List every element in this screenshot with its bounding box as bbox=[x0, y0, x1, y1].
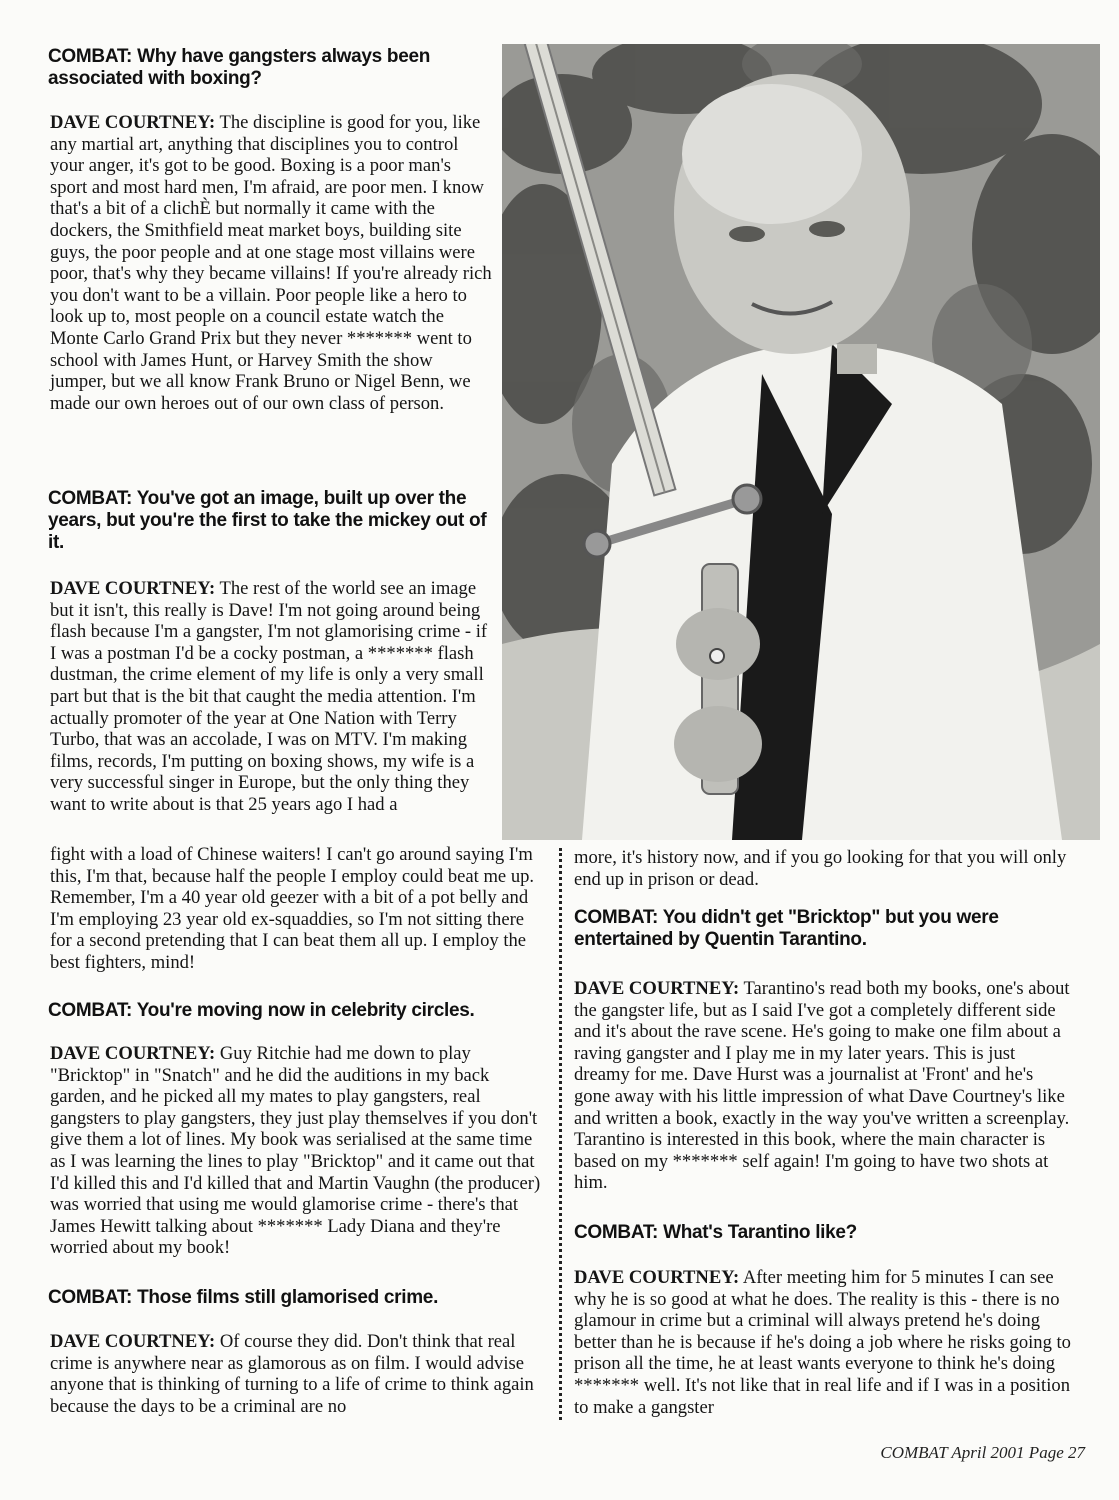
speaker-label: DAVE COURTNEY: bbox=[50, 1043, 216, 1064]
answer-4-continued: more, it's history now, and if you go looking for that you will only end up in prison or dead. bbox=[574, 847, 1067, 890]
answer-5: DAVE COURTNEY: Tarantino's read both my books, one's about the gangster life, but as I said I've got a completely different side and it's about the rave scene. He's going to make one film about a raving gangster and I play me in my later years. This is just dreamy for me. Dave Hurst was a journalist at 'Front' and he's gone away with his little impression of what Dave Courtney's like and written a book, exactly in the way you've written a screenplay. Tarantino is interested in this book, where the main character is based on my ******* self again! I'm going to have two shots at him. bbox=[574, 978, 1070, 1194]
answer-3: DAVE COURTNEY: Guy Ritchie had me down to play "Bricktop" in "Snatch" and he did the auditions in my back garden, and he picked all my mates to play gangsters, real gangsters to play gangsters, they just play themselves if you don't give them a lot of lines. My book was serialised at the same time as I was learning the lines to play "Bricktop" and it came out that I'd killed this and I'd killed that and Martin Vaughn (the producer) was worried that using me would glamorise crime - there's that James Hewitt talking about ******* Lady Diana and they're worried about my book! bbox=[50, 1043, 541, 1259]
speaker-label: DAVE COURTNEY: bbox=[574, 978, 740, 999]
question-2: COMBAT: You've got an image, built up over the years, but you're the first to take the mickey out of it. bbox=[48, 488, 487, 553]
question-4: COMBAT: Those films still glamorised crime. bbox=[48, 1287, 439, 1308]
question-5: COMBAT: You didn't get "Bricktop" but you were entertained by Quentin Tarantino. bbox=[574, 907, 999, 950]
portrait-photo bbox=[502, 44, 1100, 840]
speaker-label: DAVE COURTNEY: bbox=[50, 1331, 216, 1352]
page-footer: COMBAT April 2001 Page 27 bbox=[880, 1443, 1085, 1462]
answer-4: DAVE COURTNEY: Of course they did. Don't think that real crime is anywhere near as glamorous as on film. I would advise anyone that is thinking of turning to a life of crime to think again because the days to be a criminal are no bbox=[50, 1331, 534, 1417]
column-divider bbox=[559, 848, 562, 1420]
speaker-label: DAVE COURTNEY: bbox=[50, 578, 216, 599]
answer-1: DAVE COURTNEY: The discipline is good for you, like any martial art, anything that disciplines you to control your anger, it's got to be good. Boxing is a poor man's sport and most hard men, I'm afraid, are poor men. I know that's a bit of a clichÈ but normally it came with the dockers, the Smithfield meat market boys, building site guys, the poor people and at one stage most villains were poor, that's why they became villains! If you're already rich you don't want to be a villain. Poor people like a hero to look up to, most people on a council estate watch the Monte Carlo Grand Prix but they never ******* went to school with James Hunt, or Harvey Smith the show jumper, but we all know Frank Bruno or Nigel Benn, we made our own heroes out of our own class of person. bbox=[50, 112, 492, 414]
question-6: COMBAT: What's Tarantino like? bbox=[574, 1222, 857, 1243]
answer-6: DAVE COURTNEY: After meeting him for 5 minutes I can see why he is so good at what he does. The reality is this - there is no glamour in crime but a criminal will always pretend he's doing better than he is because if he's doing a job where he risks going to prison all the time, he at least wants everyone to think he's doing ******* well. It's not like that in real life and if I was in a position to make a gangster bbox=[574, 1267, 1071, 1418]
answer-2: DAVE COURTNEY: The rest of the world see an image but it isn't, this really is Dave! I'm not going around being flash because I'm a gangster, I'm not glamorising crime - if I was a postman I'd be a cocky postman, a ******* flash dustman, the crime element of my life is only a very small part but that is the bit that caught the media attention. I'm actually promoter of the year at One Nation with Terry Turbo, that was an accolade, I was on MTV. I'm making films, records, I'm putting on boxing shows, my wife is a very successful singer in Europe, but the only thing they want to write about is that 25 years ago I had a bbox=[50, 578, 488, 815]
question-3: COMBAT: You're moving now in celebrity circles. bbox=[48, 1000, 475, 1021]
question-1: COMBAT: Why have gangsters always been associated with boxing? bbox=[48, 46, 431, 89]
speaker-label: DAVE COURTNEY: bbox=[574, 1267, 740, 1288]
answer-2-continued: fight with a load of Chinese waiters! I can't go around saying I'm this, I'm that, because half the people I employ could beat me up. Remember, I'm a 40 year old geezer with a bit of a pot belly and I'm employing 23 year old ex-squaddies, so I'm not sitting there for a second pretending that I can beat them all up. I employ the best fighters, mind! bbox=[50, 844, 535, 973]
speaker-label: DAVE COURTNEY: bbox=[50, 112, 216, 133]
